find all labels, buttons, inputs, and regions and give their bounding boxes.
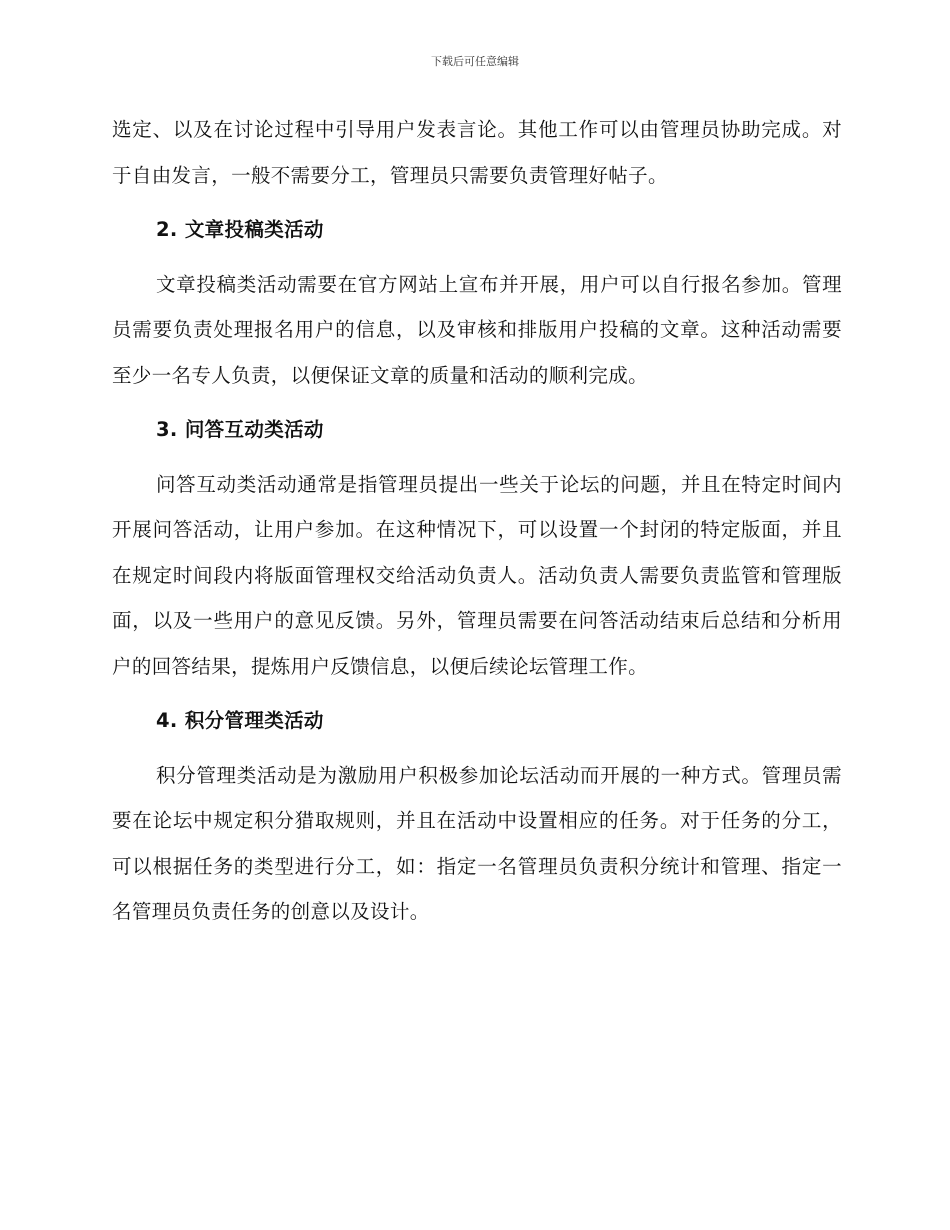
section-body-4: 积分管理类活动是为激励用户积极参加论坛活动而开展的一种方式。管理员需要在论坛中规定积分猎取规则，并且在活动中设置相应的任务。对于任务的分工，可以根据任务的类型进行分工，如：指定一名管理员负责积分统计和管理、指定一名管理员负责任务的创意以及设计。	[112, 763, 842, 923]
section-body-2: 文章投稿类活动需要在官方网站上宣布并开展，用户可以自行报名参加。管理员需要负责处理报名用户的信息，以及审核和排版用户投稿的文章。这种活动需要至少一名专人负责，以便保证文章的质量和活动的顺利完成。	[112, 272, 842, 387]
section-heading-4: 4. 积分管理类活动	[156, 709, 324, 732]
section-body-3: 问答互动类活动通常是指管理员提出一些关于论坛的问题，并且在特定时间内开展问答活动，让用户参加。在这种情况下，可以设置一个封闭的特定版面，并且在规定时间段内将版面管理权交给活动负责人。活动负责人需要负责监管和管理版面，以及一些用户的意见反馈。另外，管理员需要在问答活动结束后总结和分析用户的回答结果，提炼用户反馈信息，以便后续论坛管理工作。	[112, 472, 842, 678]
section-heading-2: 2. 文章投稿类活动	[156, 218, 324, 241]
header-note: 下载后可任意编辑	[431, 55, 519, 68]
intro-paragraph: 选定、以及在讨论过程中引导用户发表言论。其他工作可以由管理员协助完成。对于自由发言，一般不需要分工，管理员只需要负责管理好帖子。	[112, 118, 842, 187]
document-body	[112, 107, 842, 935]
section-heading-3: 3. 问答互动类活动	[156, 418, 324, 441]
